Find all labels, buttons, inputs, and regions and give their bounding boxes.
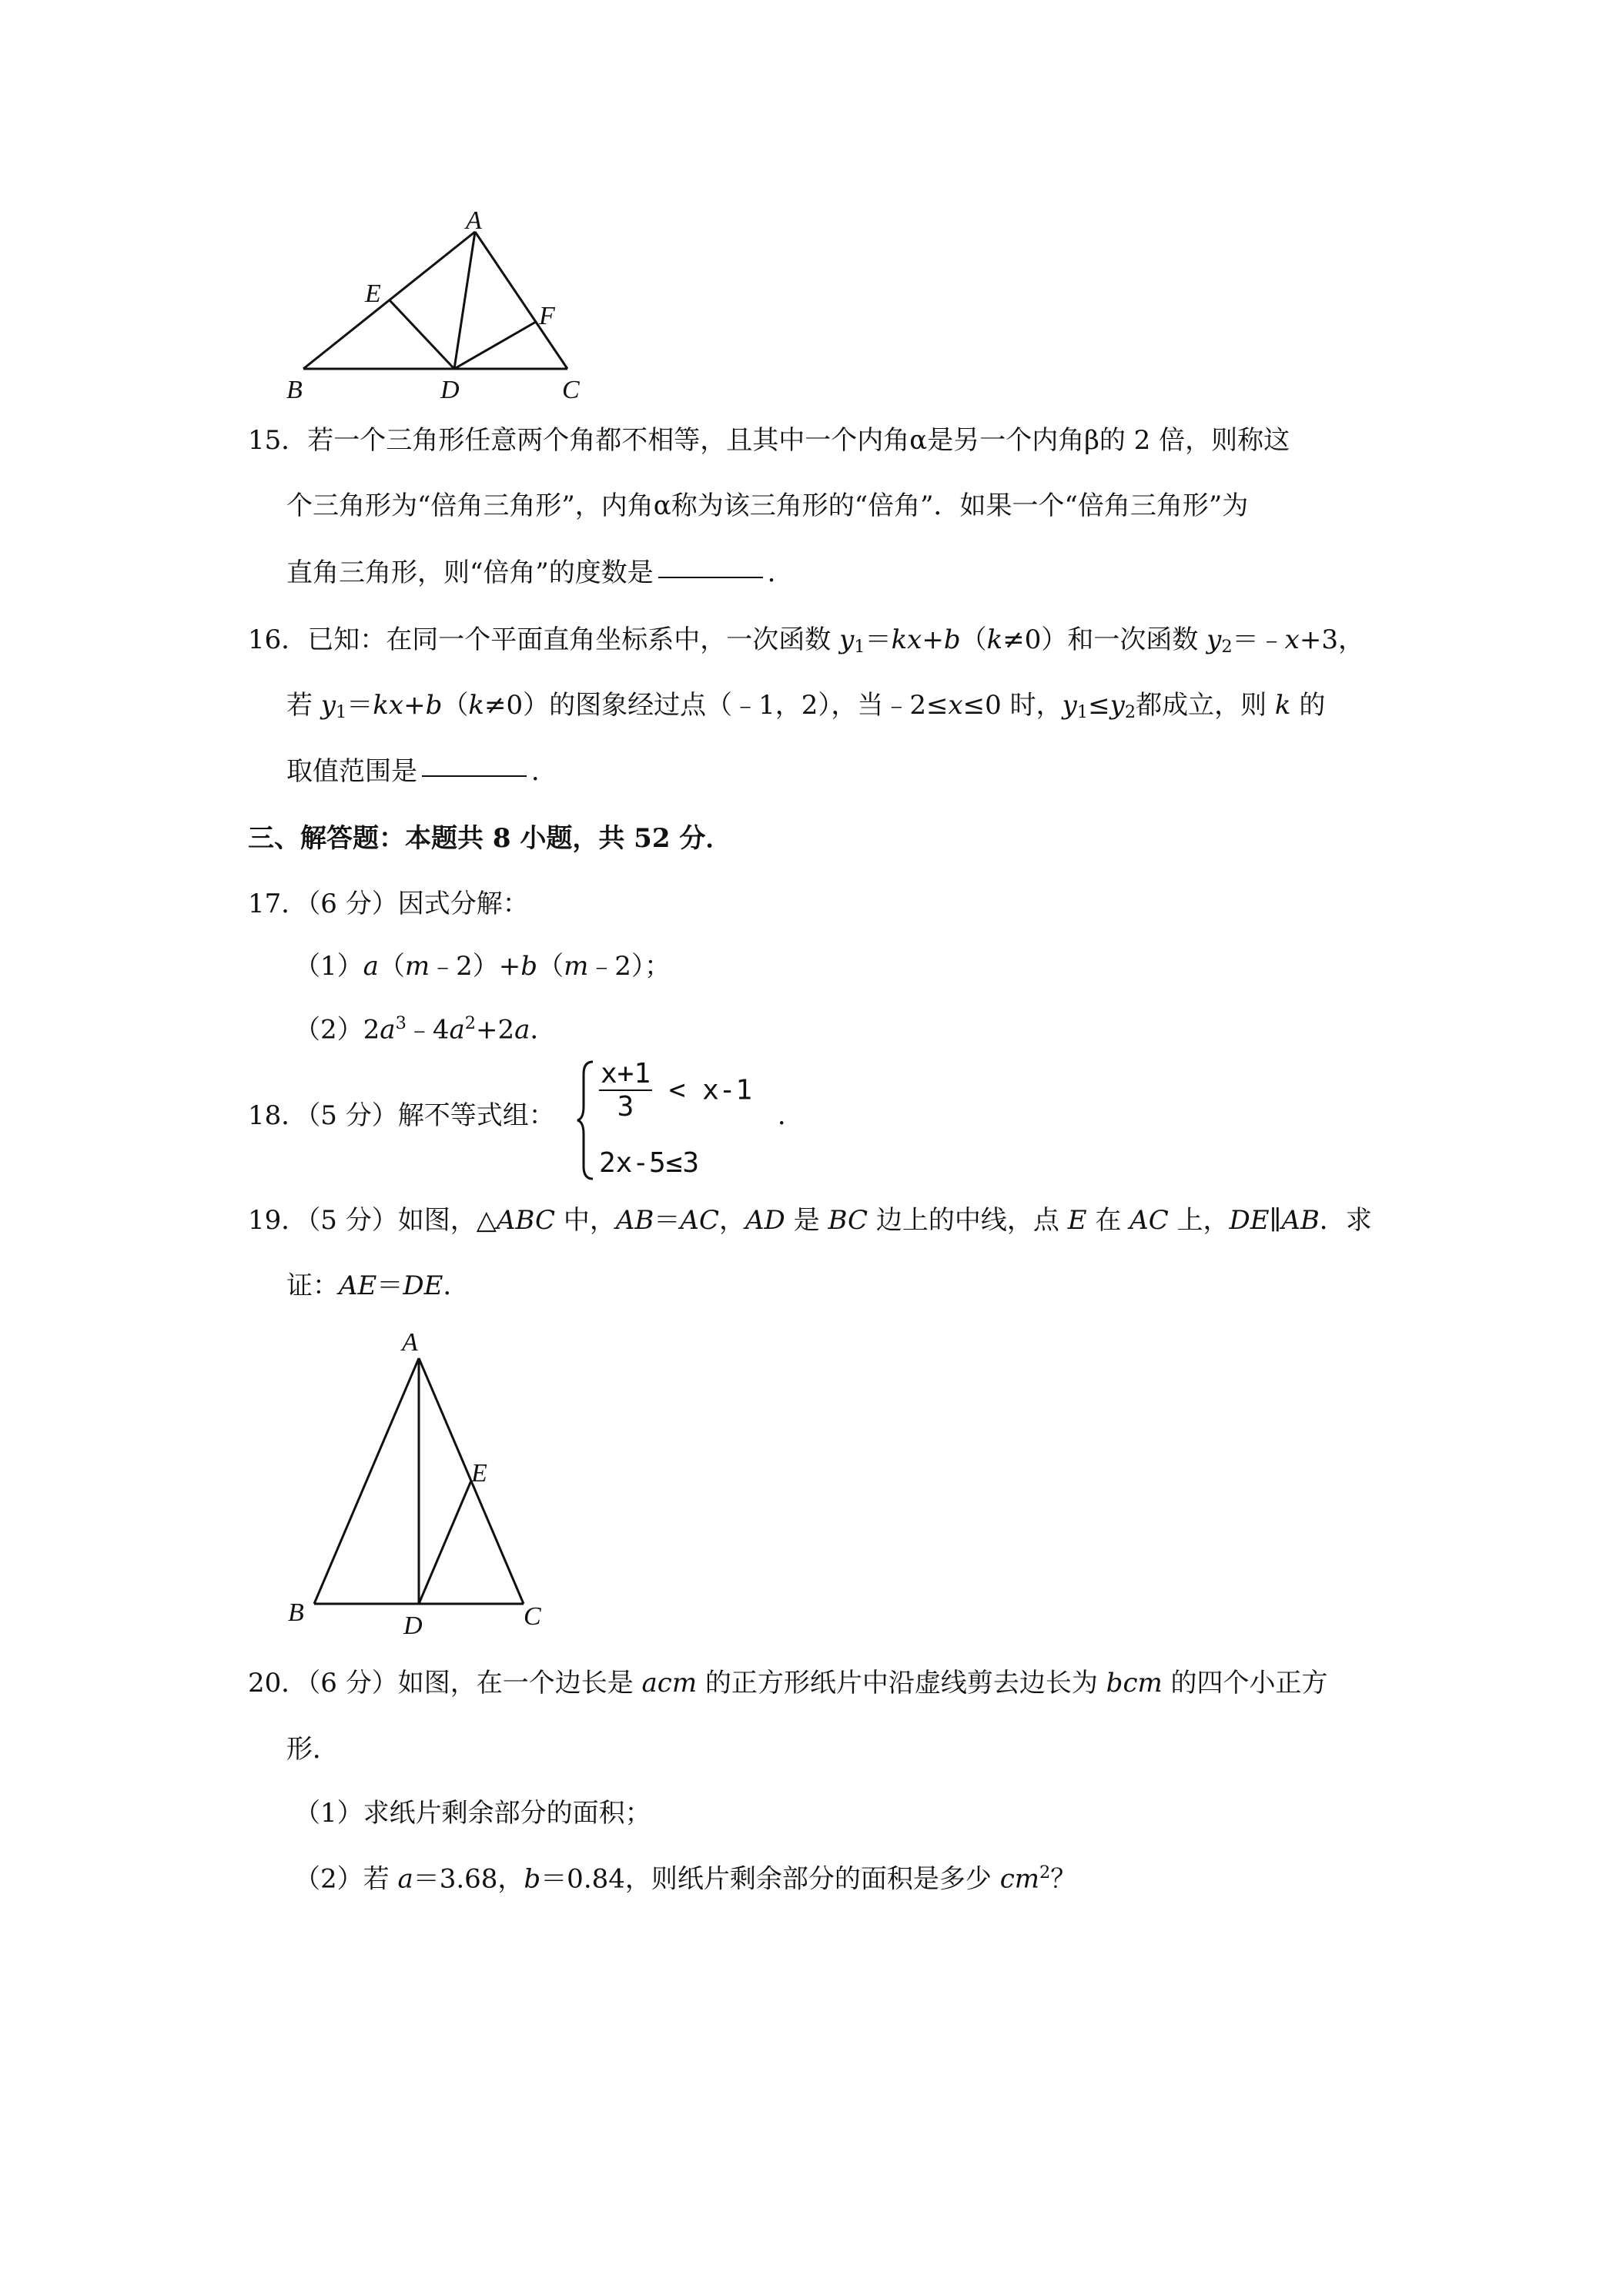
isosceles-triangle-figure: [0, 1309, 1623, 1648]
q20-line-2: 形．: [286, 1734, 339, 1765]
q15-number: 15．: [248, 425, 308, 456]
vertex-label-b: B: [286, 376, 303, 404]
q16-line-1: 16．已知：在同一个平面直角坐标系中，一次函数 $y_1=kx+b(k\ne 0)$和一次函数 $y_2=﹣x+3$，: [248, 624, 1364, 657]
q16-number: 16．: [248, 624, 308, 655]
fig19-label-d: D: [403, 1612, 423, 1640]
q17-part-2: $(2)2a^3﹣4a^2+2a$．: [294, 1013, 557, 1046]
q16-text-3b: ．: [531, 756, 557, 787]
vertex-label-e: E: [365, 279, 381, 308]
q15-line-2: 个三角形为“倍角三角形”，内角α称为该三角形的“倍角”．如果一个“倍角三角形”为: [286, 490, 1249, 521]
q15-text-3a: 直角三角形，则“倍角”的度数是: [286, 557, 654, 588]
q16-line-2: 若 $y_1=kx+b(k\ne 0)$的图象经过点（﹣1，2），当﹣2≤x≤0 时，$y_1\le y_2$都成立，则 k 的: [286, 690, 1326, 722]
fig19-label-e: E: [471, 1459, 487, 1488]
fig19-label-a: A: [402, 1328, 418, 1357]
q16-line-3: [286, 758, 557, 785]
q16-text-2a: 若: [286, 690, 313, 721]
ineq1-denominator: 3: [617, 1091, 634, 1123]
q19-line-1: 19．（5 分）如图，△ABC 中，AB＝AC，AD 是 BC 边上的中线，点 E 在 AC 上，DE∥AB．求: [248, 1205, 1372, 1236]
q20-part-1: （1）求纸片剩余部分的面积；: [294, 1798, 651, 1829]
q15-line-3: [286, 557, 794, 588]
ineq1-numerator: x+1: [601, 1058, 651, 1089]
q16-text-2e: 的: [1299, 690, 1326, 721]
q19-line-2: 证：AE＝DE．: [286, 1270, 470, 1301]
vertex-label-c: C: [562, 376, 580, 404]
q15-text-1: 若一个三角形任意两个角都不相等，且其中一个内角α是另一个内角β的 2 倍，则称这: [307, 425, 1290, 456]
q15-line-1: [248, 427, 1290, 454]
q16-answer-blank[interactable]: [422, 775, 527, 777]
vertex-label-f: F: [539, 302, 555, 330]
inequality-2: 2x-5≤3: [599, 1147, 700, 1179]
fig19-label-b: B: [288, 1598, 304, 1627]
system-brace: [576, 1059, 599, 1182]
vertex-label-a: A: [466, 206, 482, 235]
q16-text-2b: 的图象经过点（﹣1，2），当﹣2≤: [549, 690, 949, 721]
q20-part-2: （2）若 a＝3.68，b＝0.84，则纸片剩余部分的面积是多少 $cm^2$？: [294, 1863, 1077, 1895]
q18-end: ．: [778, 1100, 804, 1131]
q18-heading: 18．（5 分）解不等式组：: [248, 1100, 555, 1131]
q16-text-1: 已知：在同一个平面直角坐标系中，一次函数: [307, 624, 832, 655]
q17-heading: 17．（6 分）因式分解：: [248, 889, 529, 919]
q16-text-2c: ≤0 时，: [962, 690, 1062, 721]
q17-part-1: （1）a（m﹣2）+b（m﹣2）；: [294, 951, 671, 982]
triangle-figure-abc-def: [0, 0, 1623, 431]
q15-text-3b: ．: [767, 557, 794, 588]
q16-text-2d: 都成立，则: [1136, 690, 1267, 721]
section-3-heading: 三、解答题：本题共 8 小题，共 52 分．: [248, 823, 732, 854]
inequality-1: [599, 1058, 752, 1123]
q16-text-3a: 取值范围是: [286, 756, 417, 787]
q16-text-1b: 和一次函数: [1067, 624, 1199, 655]
ineq1-rest: < x-1: [668, 1074, 753, 1106]
q15-answer-blank[interactable]: [658, 577, 763, 578]
vertex-label-d: D: [440, 376, 460, 404]
fig19-label-c: C: [524, 1602, 541, 1631]
q20-line-1: 20．（6 分）如图，在一个边长是 acm 的正方形纸片中沿虚线剪去边长为 bcm 的四个小正方: [248, 1668, 1328, 1699]
